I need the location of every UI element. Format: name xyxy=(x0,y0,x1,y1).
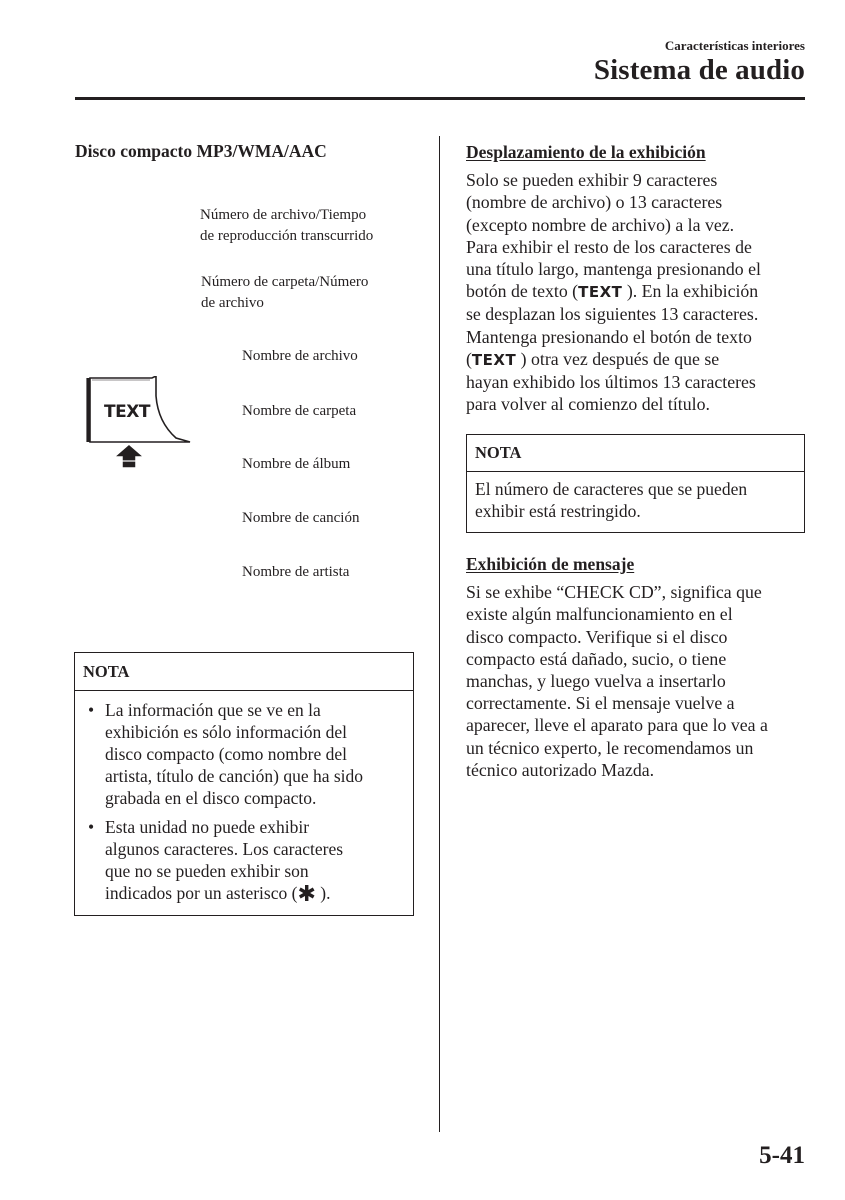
text-button-label: TEXT xyxy=(104,402,150,422)
note-bullet-item: • Esta unidad no puede exhibir algunos caracteres. Los caracteres que no se pueden exhibir son indicados por un asterisco (✱ ). xyxy=(88,817,344,907)
page-title: Sistema de audio xyxy=(593,54,805,86)
section-subtitle: Características interiores xyxy=(664,38,805,53)
figure-label-folder-file-number: Número de carpeta/Número de archivo xyxy=(201,274,369,311)
text-key-label: TEXT xyxy=(578,283,623,302)
figure-label-file-number-time: Número de archivo/Tiempo de reproducción transcurrido xyxy=(200,207,374,244)
page-number: 5-41 xyxy=(759,1142,805,1169)
note-title: NOTA xyxy=(467,435,804,472)
note-box-character-limit xyxy=(466,434,805,533)
figure-label-folder-name: Nombre de carpeta xyxy=(242,403,357,419)
note-body: El número de caracteres que se pueden exhibir está restringido. xyxy=(475,479,748,521)
figure-label-album-name: Nombre de álbum xyxy=(242,456,351,472)
scroll-section-text: Solo se pueden exhibir 9 caracteres (nombre de archivo) o 13 caracteres (excepto nombre de archivo) a la vez. Para exhibir el resto de los caracteres de una título largo, mantenga presionando el botón de texto (TEXT ). En la exhibición se desplazan los siguientes 13 caracteres. Mantenga presionando el botón de texto (TEXT ) otra vez después de que se hayan exhibido los últimos 13 caracteres para volver al comienzo del título. xyxy=(466,170,761,415)
text-key-label: TEXT xyxy=(471,350,517,369)
bullet-icon: • xyxy=(88,700,95,720)
up-arrow-icon xyxy=(112,442,146,470)
figure-label-artist-name: Nombre de artista xyxy=(242,564,350,580)
note-bullet-item: • La información que se ve en la exhibición es sólo información del disco compacto (como nombre del artista, título de canción) que ha sido grabada en el disco compacto. xyxy=(88,700,364,808)
note-box-display-info xyxy=(74,652,414,916)
column-divider xyxy=(439,136,440,1132)
mp3-section-heading: Disco compacto MP3/WMA/AAC xyxy=(75,141,327,161)
asterisk-icon: ✱ xyxy=(297,882,316,907)
message-display-section xyxy=(466,553,811,781)
message-section-text: Si se exhibe “CHECK CD”, significa que existe algún malfuncionamiento en el disco compacto. Verifique si el disco compacto está dañado, sucio, o tiene manchas, y luego vuelva a insertarlo correctamente. Si el mensaje vuelve a aparecer, lleve el aparato para que lo vea a un técnico experto, le recomendamos un técnico autorizado Mazda. xyxy=(466,582,768,780)
bullet-icon: • xyxy=(88,817,95,837)
note-title: NOTA xyxy=(75,653,413,691)
text-button-illustration xyxy=(86,376,194,469)
display-scroll-section xyxy=(466,141,811,415)
scroll-section-heading: Desplazamiento de la exhibición xyxy=(466,142,706,162)
figure-label-song-name: Nombre de canción xyxy=(242,510,360,526)
note-body xyxy=(75,691,413,906)
header-divider xyxy=(75,97,805,100)
message-section-heading: Exhibición de mensaje xyxy=(466,554,635,574)
figure-label-file-name: Nombre de archivo xyxy=(242,348,358,364)
